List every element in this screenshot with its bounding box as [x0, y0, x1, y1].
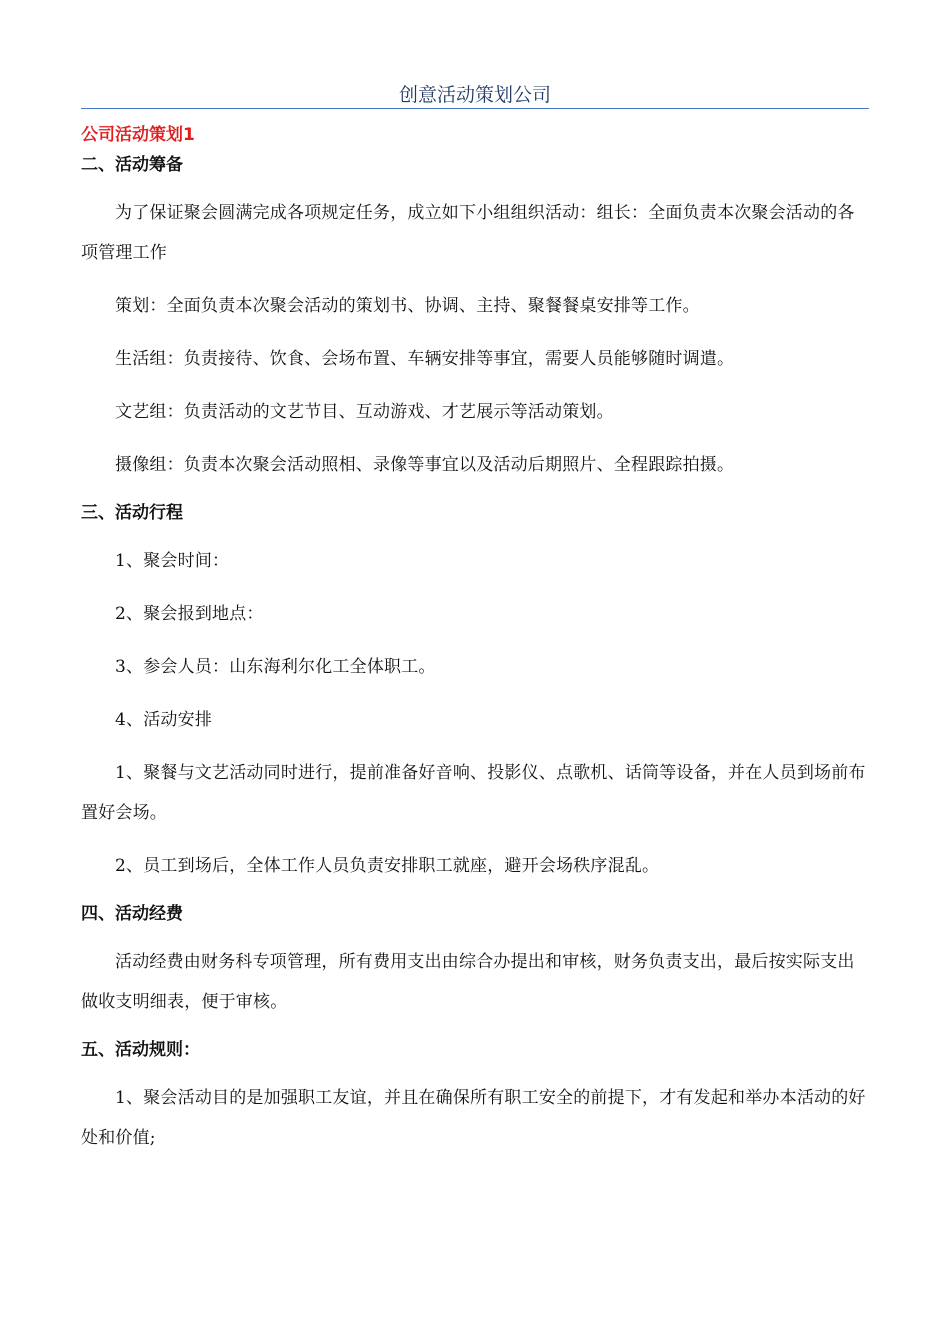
paragraph: 2、员工到场后，全体工作人员负责安排职工就座，避开会场秩序混乱。 — [115, 856, 660, 876]
paragraph: 策划：全面负责本次聚会活动的策划书、协调、主持、聚餐餐桌安排等工作。 — [115, 296, 700, 316]
paragraph: 1、聚会活动目的是加强职工友谊，并且在确保所有职工安全的前提下，才有发起和举办本活动的好处和价值; — [81, 1088, 866, 1148]
paragraph: 1、聚会时间： — [115, 551, 230, 571]
paragraph: 为了保证聚会圆满完成各项规定任务，成立如下小组组织活动：组长：全面负责本次聚会活动的各项管理工作 — [81, 203, 855, 263]
section-heading-itinerary: 三、活动行程 — [81, 503, 183, 523]
header-divider — [81, 108, 869, 109]
paragraph: 1、聚餐与文艺活动同时进行，提前准备好音响、投影仪、点歌机、话筒等设备，并在人员到场前布置好会场。 — [81, 763, 866, 823]
paragraph: 4、活动安排 — [115, 710, 213, 730]
section-heading-budget: 四、活动经费 — [81, 904, 183, 924]
section-heading-preparation: 二、活动筹备 — [81, 155, 183, 175]
document-body — [81, 120, 869, 1158]
paragraph: 3、参会人员：山东海利尔化工全体职工。 — [115, 657, 436, 677]
section-heading-rules: 五、活动规则： — [81, 1040, 200, 1060]
paragraph: 文艺组：负责活动的文艺节目、互动游戏、才艺展示等活动策划。 — [115, 402, 614, 422]
page-header-title: 创意活动策划公司 — [398, 84, 551, 106]
paragraph: 活动经费由财务科专项管理，所有费用支出由综合办提出和审核，财务负责支出，最后按实际支出做收支明细表，便于审核。 — [81, 952, 855, 1012]
paragraph: 2、聚会报到地点： — [115, 604, 264, 624]
paragraph: 摄像组：负责本次聚会活动照相、录像等事宜以及活动后期照片、全程跟踪拍摄。 — [115, 455, 735, 475]
paragraph: 生活组：负责接待、饮食、会场布置、车辆安排等事宜，需要人员能够随时调遣。 — [115, 349, 735, 369]
document-title: 公司活动策划1 — [81, 125, 195, 145]
